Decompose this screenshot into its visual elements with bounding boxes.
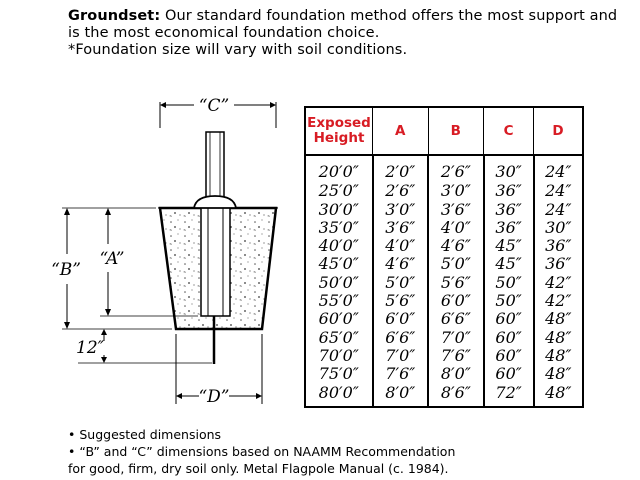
table-row: [306, 155, 582, 182]
cell-exposed-height: 55′0″: [318, 291, 359, 311]
table-row: [306, 328, 582, 346]
cell-c: 60″: [484, 310, 534, 328]
cell-exposed-height: 35′0″: [318, 217, 359, 237]
dim-twelve-label: 12″: [76, 338, 104, 358]
table-row: [306, 383, 582, 406]
cell-c: 50″: [484, 273, 534, 291]
table-row: [306, 346, 582, 364]
table-row: [306, 273, 582, 291]
table-row: [306, 310, 582, 328]
cell-a: 4′0″: [373, 237, 429, 255]
cell-exposed-height: 80′0″: [318, 382, 359, 402]
cell-exposed-height: 60′0″: [318, 309, 359, 329]
cell-d: 42″: [534, 273, 582, 291]
cell-exposed-height: 30′0″: [318, 199, 359, 219]
cell-a: 5′6″: [373, 291, 429, 309]
cell-c: 50″: [484, 291, 534, 309]
cell-c: 60″: [484, 364, 534, 382]
notes: [68, 426, 628, 477]
cell-d: 30″: [534, 218, 582, 236]
cell-d: 48″: [534, 346, 582, 364]
cell-exposed-height: 75′0″: [318, 364, 359, 384]
cell-a: 4′6″: [373, 255, 429, 273]
table-header-row: [306, 108, 582, 155]
intro-note: *Foundation size will vary with soil conditions.: [68, 42, 408, 58]
cell-b: 6′0″: [428, 291, 484, 309]
cell-b: 8′6″: [428, 383, 484, 406]
cell-c: 36″: [484, 182, 534, 200]
table-row: [306, 237, 582, 255]
cell-a: 6′6″: [373, 328, 429, 346]
cell-b: 3′0″: [428, 182, 484, 200]
table-row: [306, 182, 582, 200]
cell-exposed-height: 50′0″: [318, 272, 359, 292]
table-body: [306, 155, 582, 406]
cell-d: 24″: [534, 155, 582, 182]
header-d: D: [534, 108, 582, 155]
cell-a: 7′0″: [373, 346, 429, 364]
cell-exposed-height: 70′0″: [318, 345, 359, 365]
note-naamm: • “B” and “C” dimensions based on NAAMM Recommendation: [68, 444, 456, 459]
table-row: [306, 218, 582, 236]
cell-b: 7′6″: [428, 346, 484, 364]
cell-a: 2′6″: [373, 182, 429, 200]
intro-paragraph: [68, 8, 628, 59]
flagpole: [206, 132, 224, 202]
cell-b: 5′0″: [428, 255, 484, 273]
cell-a: 7′6″: [373, 364, 429, 382]
cell-c: 30″: [484, 155, 534, 182]
cell-d: 42″: [534, 291, 582, 309]
cell-a: 8′0″: [373, 383, 429, 406]
cell-c: 36″: [484, 200, 534, 218]
dimensions-table-frame: [304, 106, 584, 408]
foundation-diagram: [0, 92, 300, 422]
cell-d: 48″: [534, 328, 582, 346]
cell-exposed-height: 20′0″: [318, 162, 359, 182]
intro-title: Groundset:: [68, 8, 161, 24]
dim-d-label: “D”: [198, 387, 230, 407]
flash-collar: [194, 196, 236, 208]
cell-d: 48″: [534, 310, 582, 328]
cell-exposed-height: 45′0″: [318, 254, 359, 274]
cell-d: 36″: [534, 237, 582, 255]
cell-exposed-height: 25′0″: [318, 181, 359, 201]
header-a: A: [373, 108, 429, 155]
cell-d: 36″: [534, 255, 582, 273]
table-row: [306, 200, 582, 218]
cell-b: 8′0″: [428, 364, 484, 382]
cell-c: 36″: [484, 218, 534, 236]
cell-c: 45″: [484, 255, 534, 273]
cell-c: 72″: [484, 383, 534, 406]
cell-d: 48″: [534, 383, 582, 406]
header-c: C: [484, 108, 534, 155]
cell-a: 6′0″: [373, 310, 429, 328]
cell-d: 48″: [534, 364, 582, 382]
dim-b-label: “B”: [51, 260, 81, 280]
cell-b: 3′6″: [428, 200, 484, 218]
cell-b: 2′6″: [428, 155, 484, 182]
cell-a: 3′0″: [373, 200, 429, 218]
cell-d: 24″: [534, 182, 582, 200]
dim-a-label: “A”: [99, 249, 125, 269]
header-exposed-height: Exposed Height: [306, 108, 373, 155]
cell-d: 24″: [534, 200, 582, 218]
sleeve: [201, 204, 230, 316]
dim-c-label: “C”: [198, 96, 230, 116]
cell-b: 4′0″: [428, 218, 484, 236]
intro-body: Our standard foundation method offers the most support and is the most economical foundation choice.: [68, 8, 618, 41]
cell-a: 5′0″: [373, 273, 429, 291]
cell-exposed-height: 40′0″: [318, 236, 359, 256]
intro-text: [68, 8, 628, 42]
table-row: [306, 255, 582, 273]
cell-c: 45″: [484, 237, 534, 255]
cell-b: 4′6″: [428, 237, 484, 255]
table-row: [306, 364, 582, 382]
cell-a: 2′0″: [373, 155, 429, 182]
cell-c: 60″: [484, 346, 534, 364]
cell-exposed-height: 65′0″: [318, 327, 359, 347]
note-suggested: • Suggested dimensions: [68, 427, 222, 442]
cell-a: 3′6″: [373, 218, 429, 236]
cell-c: 60″: [484, 328, 534, 346]
cell-b: 7′0″: [428, 328, 484, 346]
cell-b: 5′6″: [428, 273, 484, 291]
note-soil: for good, firm, dry soil only. Metal Flagpole Manual (c. 1984).: [68, 461, 449, 476]
cell-b: 6′6″: [428, 310, 484, 328]
table-row: [306, 291, 582, 309]
dimensions-table: [306, 108, 582, 406]
header-b: B: [428, 108, 484, 155]
